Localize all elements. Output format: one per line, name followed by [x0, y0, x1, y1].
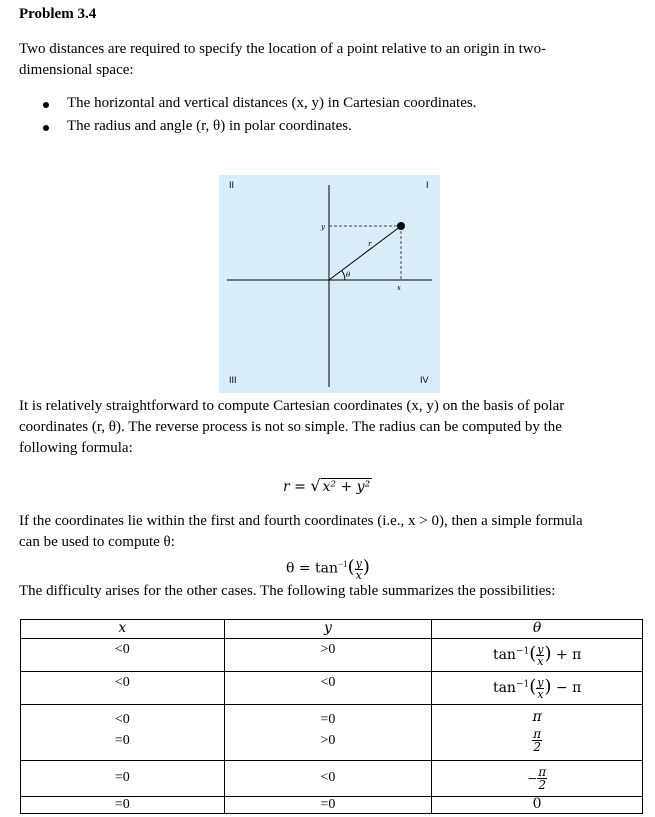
- theta-formula: $\theta = \tan^{-1}$( $\frac{y}{x}$ ): [286, 556, 370, 582]
- table-row: [21, 705, 643, 761]
- row2-y: <0: [320, 675, 336, 690]
- quadrant-label-iii: III: [229, 375, 237, 385]
- y-label: y: [321, 223, 325, 231]
- second-paragraph: [19, 396, 629, 459]
- fourth-paragraph: The difficulty arises for the other cases. The following table summarizes the possibilities:: [19, 583, 556, 599]
- header-x: x: [21, 620, 225, 639]
- header-y: y: [224, 620, 432, 639]
- header-theta: θ: [432, 620, 643, 639]
- row1-x: <0: [114, 642, 130, 657]
- intro-line-2: dimensional space:: [19, 62, 134, 78]
- theta-formula-exponent: −1: [338, 559, 348, 569]
- row5-theta: − $\frac{\pi}{2}$: [527, 765, 547, 792]
- coordinate-figure: [219, 175, 440, 393]
- table-row: [21, 797, 643, 814]
- row1-y: >0: [320, 642, 336, 657]
- row4-x: =0: [114, 733, 130, 748]
- problem-title: Problem 3.4: [19, 6, 97, 22]
- angle-arc: [342, 271, 345, 280]
- third-paragraph: [19, 511, 629, 553]
- row5-x: =0: [114, 770, 130, 785]
- para2-line-2: coordinates (r, θ). The reverse process is not so simple. The radius can be computed by the: [19, 419, 562, 435]
- point-marker: [397, 222, 405, 230]
- coordinate-diagram: [219, 175, 440, 393]
- row3-y: =0: [320, 712, 336, 727]
- theta-formula-fraction: $\frac{y}{x}$: [355, 556, 362, 582]
- intro-line-1: Two distances are required to specify the location of a point relative to an origin in two-: [19, 41, 547, 57]
- bullet-item: The radius and angle (r, θ) in polar coordinates.: [43, 118, 476, 141]
- cases-table: [20, 619, 643, 814]
- row5-y: <0: [320, 770, 336, 785]
- theta-formula-lhs: θ = tan: [286, 560, 339, 577]
- table-row: [21, 761, 643, 797]
- para3-line-2: can be used to compute θ:: [19, 534, 175, 550]
- r-label: r: [368, 240, 372, 248]
- para3-line-1: If the coordinates lie within the first and fourth coordinates (i.e., x > 0), then a simple formula: [19, 513, 583, 529]
- row1-theta: $\tan^{-1}$( $\frac{y}{x}$ ) + π: [492, 642, 582, 668]
- para2-line-1: It is relatively straightforward to compute Cartesian coordinates (x, y) on the basis of polar: [19, 398, 565, 414]
- radius-line: [329, 226, 401, 280]
- quadrant-label-i: I: [426, 180, 429, 190]
- row4-theta: $\frac{\pi}{2}$: [533, 727, 542, 754]
- theta-label: θ: [346, 271, 351, 279]
- row2-theta: $\tan^{-1}$( $\frac{y}{x}$ ) − π: [492, 675, 582, 701]
- radius-formula: [283, 476, 372, 500]
- table-row: [21, 672, 643, 705]
- para2-line-3: following formula:: [19, 440, 133, 456]
- row3-x: <0: [114, 712, 130, 727]
- row6-x: =0: [114, 797, 130, 812]
- row6-y: =0: [320, 797, 336, 812]
- table-header-row: [21, 620, 643, 639]
- row4-y: >0: [320, 733, 336, 748]
- table-row: [21, 639, 643, 672]
- bullet-list: [43, 95, 476, 141]
- row2-x: <0: [114, 675, 130, 690]
- sqrt-icon: √: [310, 476, 321, 495]
- x-label: x: [397, 284, 401, 292]
- quadrant-label-iv: IV: [420, 375, 429, 385]
- radius-formula-radicand: x² + y²: [322, 479, 371, 495]
- bullet-item: The horizontal and vertical distances (x, y) in Cartesian coordinates.: [43, 95, 476, 118]
- radius-formula-lhs: r =: [283, 479, 311, 495]
- quadrant-label-ii: II: [229, 180, 235, 190]
- row3-theta: π: [532, 709, 542, 725]
- row6-theta: 0: [532, 796, 542, 812]
- intro-paragraph: [19, 39, 629, 81]
